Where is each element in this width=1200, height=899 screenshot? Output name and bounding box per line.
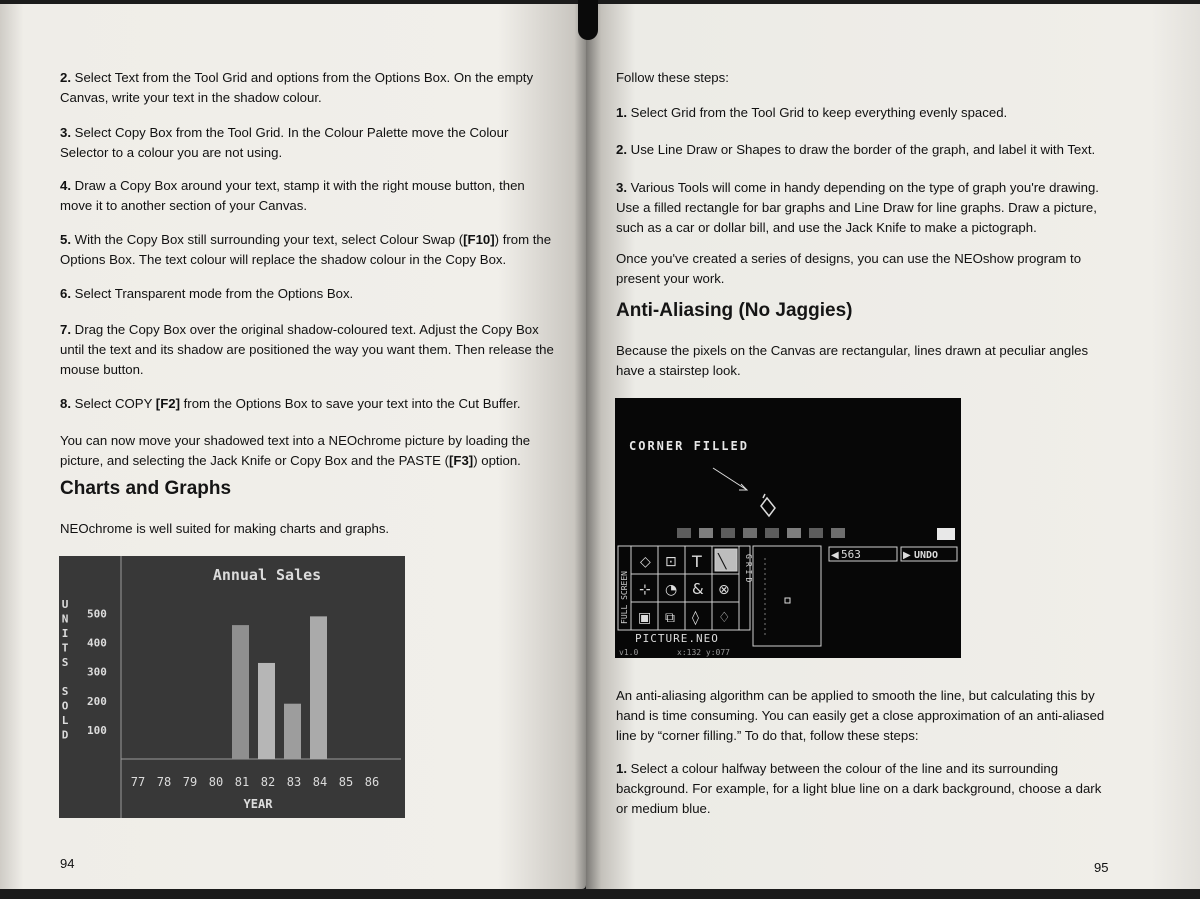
colour-palette[interactable] [677, 528, 955, 540]
step-text: ) from the Options Box. The text colour will replace the shadow colour in the Copy Box. [60, 232, 552, 267]
step-5 [60, 230, 560, 270]
step-text: Select Text from the Tool Grid and options from the Options Box. On the empty Canvas, write your text in the shadow colour. [60, 70, 534, 105]
neochrome-screenshot [615, 398, 961, 658]
step-text: Use Line Draw or Shapes to draw the border of the graph, and label it with Text. [630, 142, 1096, 157]
step-2 [60, 68, 560, 108]
eraser-icon[interactable]: ♢ [718, 610, 731, 626]
page-number: 95 [1094, 860, 1109, 875]
step-text: Select COPY [74, 396, 156, 411]
x-tick-label: 81 [234, 775, 250, 789]
x-tick-label: 77 [130, 775, 146, 789]
file-name: PICTURE.NEO [635, 632, 719, 645]
paste-paragraph [60, 431, 560, 471]
y-axis-label-letter: N [61, 612, 69, 626]
step-text: Select Copy Box from the Tool Grid. In the Colour Palette move the Colour Selector to a colour you are not using. [60, 125, 509, 160]
section-heading: Anti-Aliasing (No Jaggies) [616, 300, 853, 321]
step-3 [60, 123, 560, 163]
y-axis-label-letter: U [61, 598, 69, 611]
y-axis-label-letter: S [61, 685, 69, 698]
magnifier-icon[interactable]: ⊗ [718, 582, 730, 598]
step-6 [60, 284, 560, 304]
neoshow-paragraph: Once you've created a series of designs, you can use the NEOshow program to present your work. [616, 251, 1082, 286]
line-draw-icon[interactable]: ╲ [718, 554, 727, 570]
x-tick-label: 82 [260, 775, 276, 789]
y-tick-label: 200 [87, 694, 107, 708]
cursor-coordinates: x:132 y:077 [677, 648, 730, 657]
chart-title: Annual Sales [212, 566, 322, 584]
intro-paragraph: NEOchrome is well suited for making charts and graphs. [60, 521, 390, 536]
y-tick-label: 100 [87, 723, 107, 737]
step-number: 4. [60, 178, 71, 193]
step-3 [616, 178, 1116, 238]
colour-selector-panel[interactable] [753, 546, 821, 646]
y-axis-label-letter: S [61, 656, 69, 669]
step-number: 2. [616, 142, 627, 157]
function-key: [F2] [155, 396, 180, 411]
step-number: 3. [60, 125, 71, 140]
step-text: Various Tools will come in handy depending on the type of graph you're drawing. Use a filled rectangle for bar graphs and Line Draw for line graphs. Draw a picture, such as a car or dollar bill, and use the Jack Knife to make a pictograph. [616, 180, 1099, 235]
step-1 [616, 103, 1116, 123]
function-key: [F3] [449, 453, 474, 468]
x-tick-label: 83 [286, 775, 302, 789]
grid-label[interactable]: GRID [744, 554, 753, 586]
step-number: 3. [616, 180, 627, 195]
annual-sales-chart [59, 556, 405, 818]
step-number: 2. [60, 70, 71, 85]
y-axis-label-letter: D [61, 728, 69, 742]
step-number: 1. [616, 105, 627, 120]
counter-value: 563 [841, 548, 861, 561]
step-2 [616, 140, 1116, 160]
undo-button[interactable]: UNDO [914, 550, 939, 561]
step-text: Drag the Copy Box over the original shadow-coloured text. Adjust the Copy Box until the text and its shadow are positioned the way you want them. Then release the mouse button. [60, 322, 554, 377]
step-text: Select Transparent mode from the Options Box. [74, 286, 354, 301]
shapes-icon[interactable]: ◔ [665, 582, 678, 598]
y-tick-label: 300 [87, 665, 107, 679]
step-text: Select Grid from the Tool Grid to keep everything evenly spaced. [630, 105, 1008, 120]
version-label: v1.0 [619, 648, 639, 657]
text-tool-icon[interactable]: T [692, 552, 702, 571]
follow-steps: Follow these steps: [616, 70, 729, 85]
stair-line-icon [761, 494, 775, 516]
bar-81 [284, 704, 301, 759]
counter-left-icon[interactable]: ◀ [831, 550, 839, 561]
step-text: Select a colour halfway between the colour of the line and its surrounding background. For example, for a light blue line on a dark background, choose a dark or medium blue. [616, 761, 1102, 816]
pointer-line [713, 468, 747, 490]
function-key: [F10] [463, 232, 495, 247]
book-gutter [578, 0, 598, 40]
paragraph-text: ) option. [473, 453, 521, 468]
section-heading: Charts and Graphs [60, 478, 232, 499]
copy-box-icon[interactable]: ⧉ [665, 610, 675, 626]
step-8 [60, 394, 560, 414]
y-axis-label-letter: L [61, 714, 69, 727]
x-tick-label: 85 [338, 775, 354, 789]
x-tick-label: 86 [364, 775, 380, 789]
pixels-paragraph: Because the pixels on the Canvas are rectangular, lines drawn at peculiar angles have a stairstep look. [616, 343, 1089, 378]
bar-80 [258, 663, 275, 759]
disk-icon[interactable]: ▣ [638, 610, 652, 626]
box-icon[interactable]: ⊡ [665, 554, 677, 570]
y-axis-label-letter: O [61, 699, 69, 713]
bar-82 [310, 616, 327, 759]
step-number: 8. [60, 396, 71, 411]
y-tick-label: 500 [87, 607, 107, 621]
step-text: from the Options Box to save your text into the Cut Buffer. [179, 396, 521, 411]
selector-marker [785, 598, 790, 603]
step-7 [60, 320, 560, 380]
page-number: 94 [60, 856, 75, 871]
counter-right-icon[interactable]: ▶ [903, 550, 911, 561]
y-axis-label-letter: I [61, 627, 69, 640]
step-number: 5. [60, 232, 71, 247]
step-text: With the Copy Box still surrounding your text, select Colour Swap ( [74, 232, 464, 247]
ampersand-icon[interactable]: & [692, 580, 704, 598]
step-number: 6. [60, 286, 71, 301]
step-number: 7. [60, 322, 71, 337]
corner-filled-label: CORNER FILLED [629, 439, 749, 453]
paragraph-text: You can now move your shadowed text into a NEOchrome picture by loading the picture, and selecting the Jack Knife or Copy Box and the PASTE ( [60, 433, 531, 468]
bar-79 [232, 625, 249, 759]
counter-box [829, 547, 897, 561]
x-tick-label: 80 [208, 775, 224, 789]
brush-icon[interactable]: ◇ [640, 554, 651, 570]
x-tick-label: 79 [182, 775, 198, 789]
step-text: Draw a Copy Box around your text, stamp it with the right mouse button, then move it to another section of your Canvas. [60, 178, 525, 213]
left-page [0, 4, 586, 889]
step-1-colour [616, 759, 1116, 819]
fill-icon[interactable]: ⊹ [639, 582, 651, 598]
algorithm-paragraph: An anti-aliasing algorithm can be applied to smooth the line, but calculating this by hand is time consuming. You can easily get a close approximation of an anti-aliased line by “corner filling.” To do that, follow these steps: [616, 688, 1105, 743]
x-axis-label: YEAR [243, 797, 273, 811]
full-screen-label[interactable]: FULL SCREEN [620, 571, 629, 624]
step-4 [60, 176, 560, 216]
jack-knife-icon[interactable]: ◊ [692, 610, 699, 626]
chart-svg [59, 556, 405, 818]
y-axis-label-letter: T [61, 641, 69, 655]
step-number: 1. [616, 761, 627, 776]
x-tick-label: 78 [156, 775, 172, 789]
y-tick-label: 400 [87, 636, 107, 650]
screen-svg [615, 398, 961, 658]
x-tick-label: 84 [312, 775, 328, 789]
